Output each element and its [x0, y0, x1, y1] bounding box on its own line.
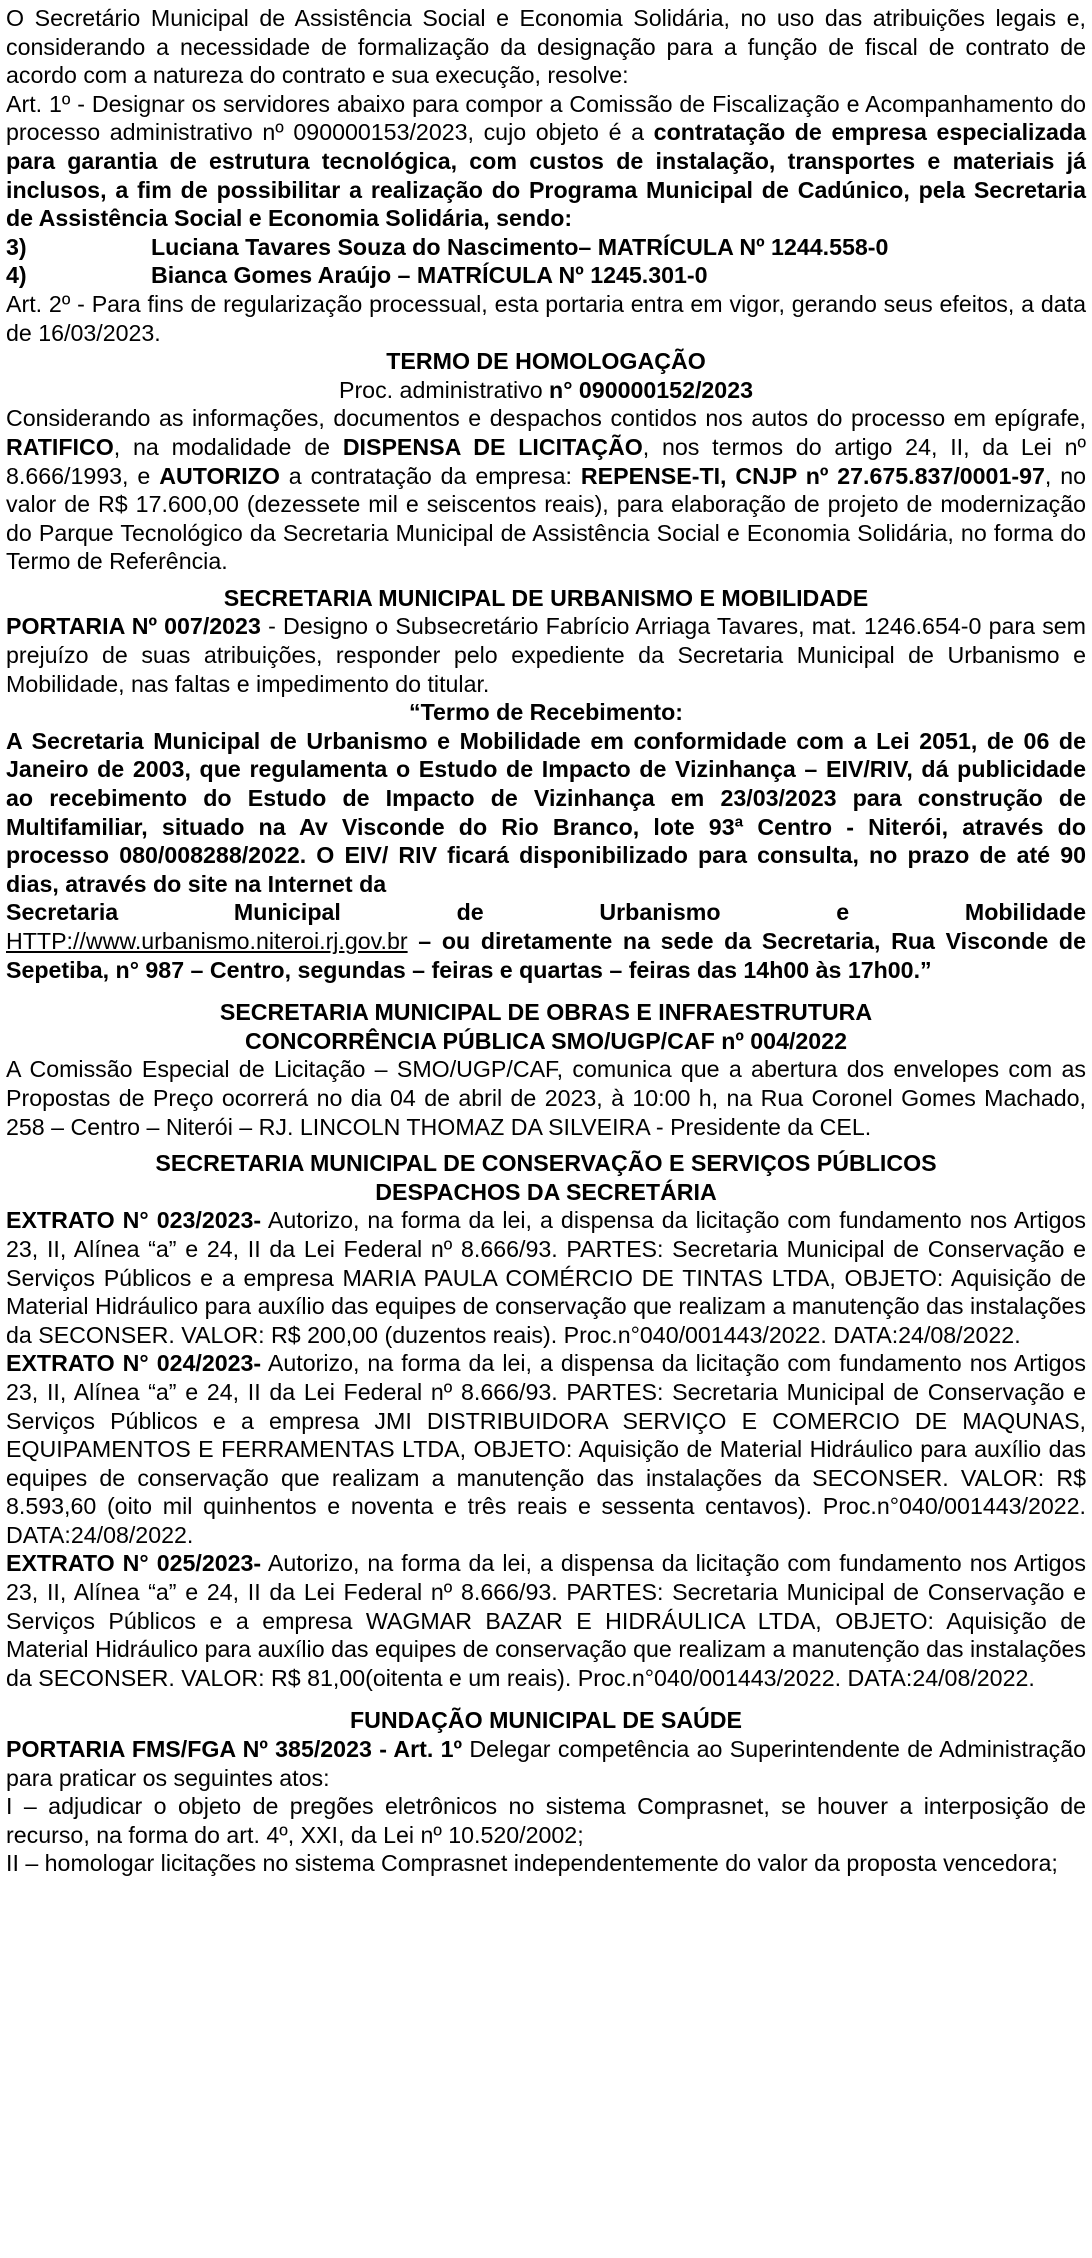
extrato-paragraph — [6, 1349, 1086, 1549]
saude-portaria-label: PORTARIA FMS/FGA Nº 385/2023 - Art. 1º — [6, 1736, 462, 1763]
saude-item-ii: II – homologar licitações no sistema Comprasnet independentemente do valor da proposta vencedora; — [6, 1850, 1058, 1877]
homologation-bold: RATIFICO — [6, 433, 114, 460]
designee-item — [6, 261, 1086, 290]
designee-text: Bianca Gomes Araújo – MATRÍCULA Nº 1245.301-0 — [151, 262, 708, 289]
saude-portaria-text: Delegar competência ao Superintendente de Administração para praticar os seguintes atos: — [6, 1736, 1086, 1791]
art1-text: Art. 1º - Designar os servidores abaixo para compor a Comissão de Fiscalização e Acompanhamento do processo administrativo nº 090000153/2023, cujo objeto é a — [6, 90, 1086, 146]
homologation-body — [6, 404, 1086, 576]
termo-body: A Secretaria Municipal de Urbanismo e Mobilidade em conformidade com a Lei 2051, de 06 de Janeiro de 2003, que regulamenta o Estudo de Impacto de Vizinhança – EIV/RIV, dá publicidade ao recebimento do Estudo de Impacto de Vizinhança em 23/03/2023 para construção de Multifamiliar, situado na Av Visconde do Rio Branco, lote 93ª Centro - Niterói, através do processo 080/008288/2022. O EIV/ RIV ficará disponibilizado para consulta, no prazo de até 90 dias, através do site na Internet da — [6, 727, 1086, 897]
extrato-text: Autorizo, na forma da lei, a dispensa da licitação com fundamento nos Artigos 23, II, Alínea “a” e 24, II da Lei Federal nº 8.666/93. PARTES: Secretaria Municipal de Conservação e Serviços Públicos e a empresa WAGMAR BAZAR E HIDRÁULICA LTDA, OBJETO: Aquisição de Material Hidráulico para auxílio das equipes de conservação que realizam a manutenção das instalações da SECONSER. VALOR: R$ 81,00(oitenta e um reais). Proc.n°040/001443/2022. DATA:24/08/2022. — [6, 1550, 1087, 1691]
extrato-text: Autorizo, na forma da lei, a dispensa da licitação com fundamento nos Artigos 23, II, Alínea “a” e 24, II da Lei Federal nº 8.666/93. PARTES: Secretaria Municipal de Conservação e Serviços Públicos e a empresa MARIA PAULA COMÉRCIO DE TINTAS LTDA, OBJETO: Aquisição de Material Hidráulico para auxílio das equipes de conservação que realizam a manutenção das instalações da SECONSER. VALOR: R$ 200,00 (duzentos reais). Proc.n°040/001443/2022. DATA:24/08/2022. — [6, 1207, 1087, 1348]
extrato-label: EXTRATO N° 024/2023- — [6, 1350, 262, 1377]
extrato-label: EXTRATO N° 025/2023- — [6, 1550, 262, 1577]
obras-subtitle: CONCORRÊNCIA PÚBLICA SMO/UGP/CAF nº 004/2022 — [245, 1027, 847, 1054]
extrato-label: EXTRATO N° 023/2023- — [6, 1207, 262, 1234]
homologation-text: , nos termos do artigo 24, II, da Lei nº 8.666/1993, e — [6, 433, 1086, 489]
designee-number: 3) — [6, 233, 27, 260]
portaria-label: PORTARIA Nº 007/2023 — [6, 613, 261, 640]
urbanismo-link[interactable]: HTTP://www.urbanismo.niteroi.rj.gov.br — [6, 928, 408, 954]
portaria-text: - Designo o Subsecretário Fabrício Arriaga Tavares, mat. 1246.654-0 para sem prejuízo de suas atribuições, responder pelo expediente da Secretaria Municipal de Urbanismo e Mobilidade, nas faltas e impedimento do titular. — [6, 613, 1086, 697]
termo-end — [6, 927, 1086, 984]
urbanismo-portaria — [6, 612, 1086, 698]
homologation-text: , no valor de R$ 17.600,00 (dezessete mil e seiscentos reais), para elaboração de projeto de modernização do Parque Tecnológico da Secretaria Municipal de Assistência Social e Economia Solidária, no forma do Termo de Referência. — [6, 462, 1086, 575]
homologation-bold: AUTORIZO — [159, 462, 280, 489]
designee-number: 4) — [6, 262, 27, 289]
designee-text: Luciana Tavares Souza do Nascimento– MATRÍCULA Nº 1244.558-0 — [151, 233, 889, 260]
termo-title: “Termo de Recebimento: — [408, 699, 683, 726]
art2-paragraph: Art. 2º - Para fins de regularização processual, esta portaria entra em vigor, gerando seus efeitos, a data de 16/03/2023. — [6, 290, 1086, 346]
intro-paragraph: O Secretário Municipal de Assistência Social e Economia Solidária, no uso das atribuições legais e, considerando a necessidade de formalização da designação para a função de fiscal de contrato de acordo com a natureza do contrato e sua execução, resolve: — [6, 5, 1086, 89]
urbanismo-title: SECRETARIA MUNICIPAL DE URBANISMO E MOBILIDADE — [223, 584, 869, 611]
designee-item — [6, 233, 1086, 262]
termo-spread-line: Secretaria Municipal de Urbanismo e Mobilidade — [6, 899, 1086, 926]
homologation-title: TERMO DE HOMOLOGAÇÃO — [386, 348, 706, 375]
homologation-bold: REPENSE-TI, CNJP nº 27.675.837/0001-97 — [580, 462, 1045, 489]
art1-object: contratação de empresa especializada para garantia de estrutura tecnológica, com custos de instalação, transportes e materiais já inclusos, a fim de possibilitar a realização do Programa Municipal de Cadúnico, pela Secretaria de Assistência Social e Economia Solidária, sendo: — [6, 119, 1086, 232]
obras-title: SECRETARIA MUNICIPAL DE OBRAS E INFRAESTRUTURA — [219, 999, 873, 1026]
saude-item-i: I – adjudicar o objeto de pregões eletrônicos no sistema Comprasnet, se houver a interposição de recurso, na forma do art. 4º, XXI, da Lei nº 10.520/2002; — [6, 1793, 1086, 1848]
conservacao-subtitle: DESPACHOS DA SECRETÁRIA — [375, 1178, 717, 1205]
homologation-process — [6, 376, 1086, 405]
homologation-bold: DISPENSA DE LICITAÇÃO — [342, 433, 643, 460]
termo-end-text: – ou diretamente na sede da Secretaria, Rua Visconde de Sepetiba, n° 987 – Centro, segundas – feiras e quartas – feiras das 14h00 às 17h00.” — [6, 928, 1086, 983]
extrato-paragraph — [6, 1206, 1086, 1349]
homologation-text: , na modalidade de — [113, 433, 343, 460]
art1-paragraph — [6, 90, 1086, 233]
saude-portaria — [6, 1735, 1086, 1792]
homologation-text: Considerando as informações, documentos e despachos contidos nos autos do processo em epígrafe, — [6, 405, 1086, 432]
process-label: Proc. administrativo — [338, 376, 550, 403]
conservacao-title: SECRETARIA MUNICIPAL DE CONSERVAÇÃO E SERVIÇOS PÚBLICOS — [155, 1150, 937, 1177]
obras-body: A Comissão Especial de Licitação – SMO/UGP/CAF, comunica que a abertura dos envelopes com as Propostas de Preço ocorrerá no dia 04 de abril de 2023, à 10:00 h, na Rua Coronel Gomes Machado, 258 – Centro – Niterói – RJ. LINCOLN THOMAZ DA SILVEIRA - Presidente da CEL. — [6, 1056, 1086, 1140]
extrato-text: Autorizo, na forma da lei, a dispensa da licitação com fundamento nos Artigos 23, II, Alínea “a” e 24, II da Lei Federal nº 8.666/93. PARTES: Secretaria Municipal de Conservação e Serviços Públicos e a empresa JMI DISTRIBUIDORA SERVIÇO E COMERCIO DE MAQUNAS, EQUIPAMENTOS E FERRAMENTAS LTDA, OBJETO: Aquisição de Material Hidráulico para auxílio das equipes de conservação que realizam a manutenção das instalações da SECONSER. VALOR: R$ 8.593,60 (oito mil quinhentos e noventa e três reais e sessenta centavos). Proc.n°040/001443/2022. DATA:24/08/2022. — [6, 1350, 1087, 1548]
saude-title: FUNDAÇÃO MUNICIPAL DE SAÚDE — [349, 1707, 743, 1734]
homologation-text: a contratação da empresa: — [279, 462, 581, 489]
process-number: n° 090000152/2023 — [549, 376, 753, 403]
extrato-paragraph — [6, 1549, 1086, 1692]
